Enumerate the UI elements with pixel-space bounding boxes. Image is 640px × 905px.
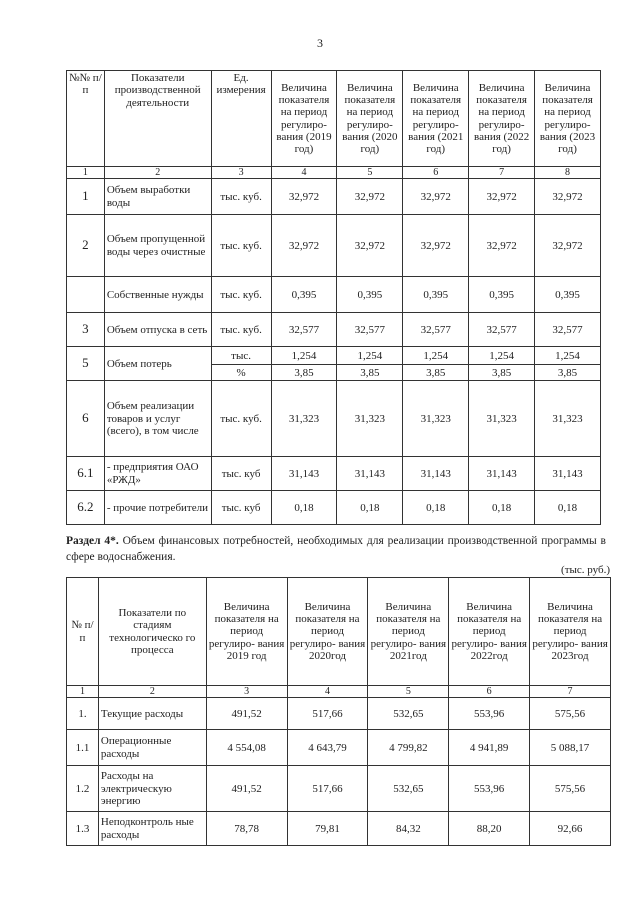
value-cell: 31,143 [337,457,403,491]
units-note: (тыс. руб.) [561,564,610,576]
value-cell: 575,56 [530,698,611,730]
unit-cell: тыс. куб. [211,179,271,215]
row-number [67,277,105,313]
section-4-heading [66,534,606,565]
value-cell: 32,972 [271,179,337,215]
value-cell: 32,577 [535,313,601,347]
table-row [67,215,601,277]
section-text: Объем финансовых потребностей, необходимых для реализации производственной программы в сфере водоснабжения. [66,535,606,563]
value-cell: 1,254 [403,347,469,365]
value-cell: 32,972 [403,215,469,277]
indicator-name: - предприятия ОАО «РЖД» [104,457,211,491]
header-cell: №№ п/п [67,71,105,167]
value-cell: 0,18 [337,491,403,525]
production-indicators-table [66,70,601,525]
index-cell: 6 [403,167,469,179]
unit-cell: тыс. куб. [211,215,271,277]
value-cell: 0,395 [469,277,535,313]
table-header-row [67,71,601,167]
index-cell: 2 [98,686,206,698]
index-cell: 3 [206,686,287,698]
header-cell: Показатели по стадиям технологическо го процесса [98,578,206,686]
value-cell: 532,65 [368,698,449,730]
indicator-name: - прочие потребители [104,491,211,525]
index-cell: 8 [535,167,601,179]
index-cell: 5 [368,686,449,698]
value-cell: 3,85 [337,365,403,381]
value-cell: 0,395 [403,277,469,313]
indicator-name: Неподконтроль ные расходы [98,812,206,846]
table-row [67,381,601,457]
value-cell: 0,395 [337,277,403,313]
header-cell: Величина показателя на период регулиро- вания 2021год [368,578,449,686]
indicator-name: Объем пропущенной воды через очистные [104,215,211,277]
indicator-name: Объем потерь [104,347,211,381]
value-cell: 491,52 [206,698,287,730]
index-cell: 5 [337,167,403,179]
header-cell: Величина показателя на период регулиро- вания 2020год [287,578,368,686]
value-cell: 517,66 [287,766,368,812]
value-cell: 31,143 [469,457,535,491]
header-cell: Ед. измерения [211,71,271,167]
value-cell: 32,972 [469,215,535,277]
value-cell: 32,972 [469,179,535,215]
table-row [67,698,611,730]
value-cell: 78,78 [206,812,287,846]
index-cell: 1 [67,167,105,179]
indicator-name: Операционные расходы [98,730,206,766]
index-cell: 6 [449,686,530,698]
value-cell: 517,66 [287,698,368,730]
row-number: 6.1 [67,457,105,491]
table-row [67,491,601,525]
indicator-name: Объем отпуска в сеть [104,313,211,347]
value-cell: 31,143 [403,457,469,491]
value-cell: 32,972 [337,179,403,215]
value-cell: 3,85 [469,365,535,381]
page-number: 3 [317,36,323,50]
unit-cell: тыс. куб. [211,277,271,313]
value-cell: 84,32 [368,812,449,846]
value-cell: 1,254 [535,347,601,365]
value-cell: 553,96 [449,766,530,812]
row-number: 1.1 [67,730,99,766]
indicator-name: Объем реализации товаров и услуг (всего), в том числе [104,381,211,457]
value-cell: 4 554,08 [206,730,287,766]
value-cell: 32,577 [337,313,403,347]
unit-cell: % [211,365,271,381]
value-cell: 3,85 [403,365,469,381]
row-number: 1.2 [67,766,99,812]
table-row [67,812,611,846]
value-cell: 1,254 [337,347,403,365]
index-cell: 2 [104,167,211,179]
unit-cell: тыс. куб. [211,313,271,347]
table-row [67,313,601,347]
row-number: 6 [67,381,105,457]
header-cell: Величина показателя на период регулиро- вания 2019 год [206,578,287,686]
value-cell: 32,972 [337,215,403,277]
value-cell: 31,143 [271,457,337,491]
value-cell: 32,972 [535,215,601,277]
row-number: 1 [67,179,105,215]
column-index-row [67,167,601,179]
value-cell: 5 088,17 [530,730,611,766]
table-row [67,277,601,313]
value-cell: 32,577 [271,313,337,347]
table-row [67,730,611,766]
value-cell: 31,323 [337,381,403,457]
value-cell: 31,143 [535,457,601,491]
value-cell: 1,254 [469,347,535,365]
header-cell: Величина показателя на период регулиро- вания (2021 год) [403,71,469,167]
row-number: 5 [67,347,105,381]
table-row [67,179,601,215]
value-cell: 0,395 [535,277,601,313]
value-cell: 532,65 [368,766,449,812]
row-number: 1. [67,698,99,730]
header-cell: Величина показателя на период регулиро- вания (2023 год) [535,71,601,167]
value-cell: 3,85 [271,365,337,381]
value-cell: 4 643,79 [287,730,368,766]
value-cell: 0,18 [271,491,337,525]
value-cell: 88,20 [449,812,530,846]
table-row [67,766,611,812]
index-cell: 3 [211,167,271,179]
value-cell: 32,972 [403,179,469,215]
indicator-name: Объем выработки воды [104,179,211,215]
section-label: Раздел 4*. [66,535,119,547]
row-number: 1.3 [67,812,99,846]
value-cell: 491,52 [206,766,287,812]
value-cell: 553,96 [449,698,530,730]
row-number: 3 [67,313,105,347]
value-cell: 79,81 [287,812,368,846]
value-cell: 0,18 [535,491,601,525]
row-number: 2 [67,215,105,277]
value-cell: 32,577 [469,313,535,347]
header-cell: Величина показателя на период регулиро- вания (2022 год) [469,71,535,167]
table-header-row [67,578,611,686]
value-cell: 32,972 [271,215,337,277]
value-cell: 0,18 [469,491,535,525]
table-row [67,347,601,365]
header-cell: Величина показателя на период регулиро- вания (2020 год) [337,71,403,167]
header-cell: Величина показателя на период регулиро- вания 2022год [449,578,530,686]
header-cell: Величина показателя на период регулиро- вания 2023год [530,578,611,686]
value-cell: 31,323 [535,381,601,457]
unit-cell: тыс. куб [211,457,271,491]
value-cell: 4 941,89 [449,730,530,766]
column-index-row [67,686,611,698]
indicator-name: Собственные нужды [104,277,211,313]
value-cell: 1,254 [271,347,337,365]
value-cell: 3,85 [535,365,601,381]
unit-cell: тыс. [211,347,271,365]
header-cell: Показатели производственной деятельности [104,71,211,167]
value-cell: 92,66 [530,812,611,846]
value-cell: 4 799,82 [368,730,449,766]
value-cell: 0,18 [403,491,469,525]
value-cell: 575,56 [530,766,611,812]
value-cell: 32,972 [535,179,601,215]
row-number: 6.2 [67,491,105,525]
index-cell: 4 [287,686,368,698]
index-cell: 7 [469,167,535,179]
index-cell: 1 [67,686,99,698]
index-cell: 7 [530,686,611,698]
value-cell: 31,323 [403,381,469,457]
header-cell: № п/ п [67,578,99,686]
unit-cell: тыс. куб [211,491,271,525]
indicator-name: Текущие расходы [98,698,206,730]
index-cell: 4 [271,167,337,179]
indicator-name: Расходы на электрическую энергию [98,766,206,812]
value-cell: 31,323 [271,381,337,457]
financial-needs-table [66,577,611,846]
value-cell: 31,323 [469,381,535,457]
header-cell: Величина показателя на период регулиро- вания (2019 год) [271,71,337,167]
unit-cell: тыс. куб. [211,381,271,457]
value-cell: 32,577 [403,313,469,347]
table-row [67,457,601,491]
value-cell: 0,395 [271,277,337,313]
